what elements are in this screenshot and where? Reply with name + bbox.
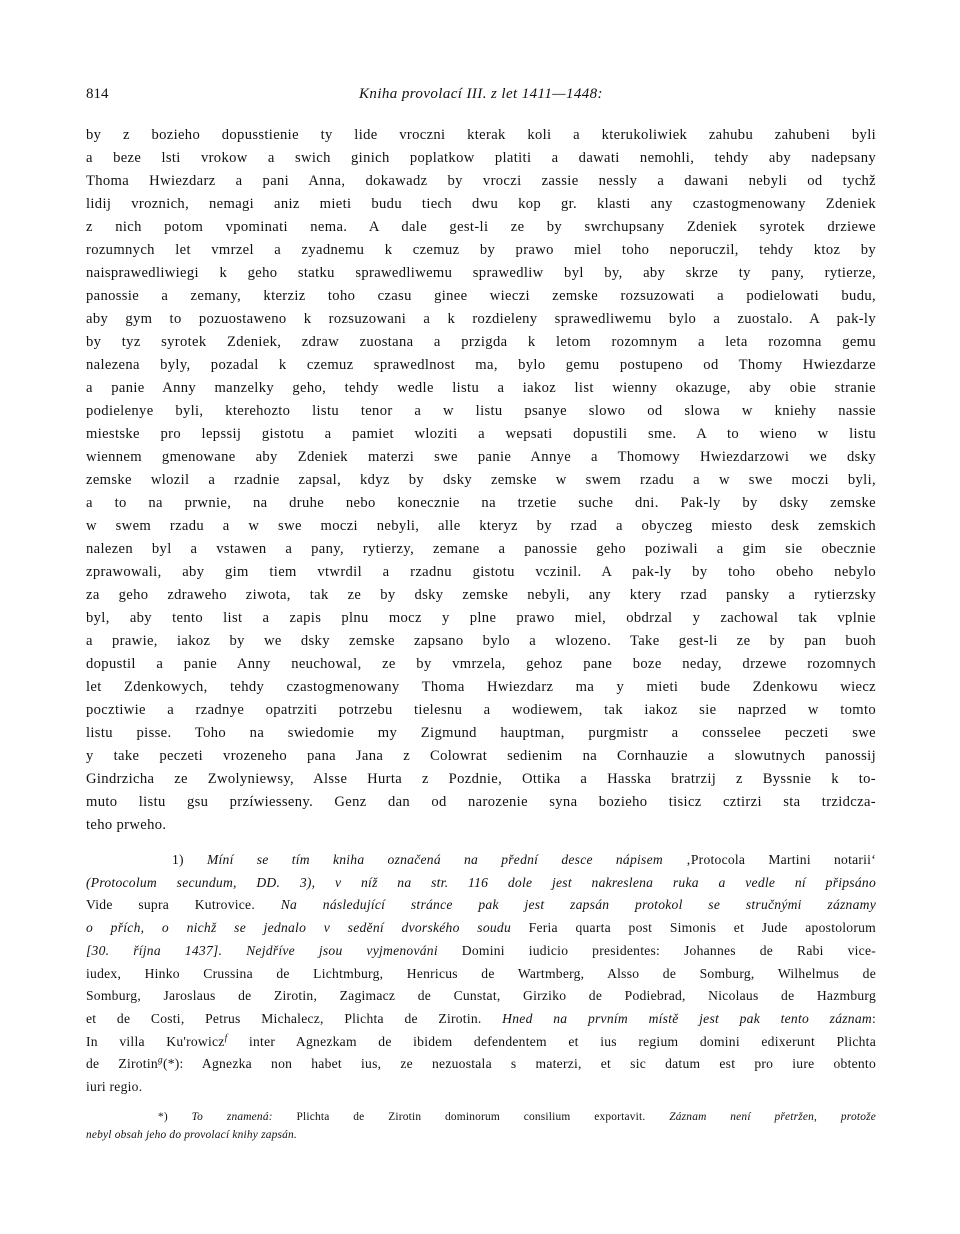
text-line: wiennem gmenowane aby Zdeniek materzi swe panie Annye a Thomowy Hwiezdarzowi we dsky (86, 449, 876, 465)
footnote-segment: Hned na prvním místě jest pak tento záznam (502, 1010, 872, 1026)
text-line: by tyz syrotek Zdeniek, zdraw zuostana a przigda k letom rozomnym a leta rozomna gemu (86, 334, 876, 350)
footnote-segment: inter Agnezkam de ibidem defendentem et ius regium domini edixerunt Plichta (227, 1033, 876, 1049)
footnote-line (86, 849, 876, 872)
text-line: y take peczeti vrozeneho pana Jana z Colowrat sedienim na Cornhauzie a slowutnych panossij (86, 748, 876, 764)
text-line: za geho zdraweho ziwota, tak ze by dsky zemske nebyli, any ktery rzad pansky a rytierzsky (86, 587, 876, 603)
text-line: aby gym to pozuostaweno k rozsuzowani a k rozdieleny sprawedliwemu bylo a zuostalo. A pak-ly (86, 311, 876, 327)
footnote-segment: To znamená: (191, 1110, 297, 1123)
text-line: Gindrzicha ze Zwolyniewsy, Alsse Hurta z Pozdnie, Ottika a Hasska bratrzij z Byssnie k to- (86, 771, 876, 787)
footnote-segment: iudex, Hinko Crussina de Lichtmburg, Henricus de Wartmberg, Alsso de Somburg, Wilhelmus de (86, 965, 876, 981)
footnote-segment: de Zirotin (86, 1056, 158, 1072)
footnote-line (86, 963, 876, 986)
text-line: lidij vroznich, nemagi aniz mieti budu tiech dwu kop gr. klasti any czastogmenowany Zdeniek (86, 196, 876, 212)
footnote-line (86, 985, 876, 1008)
footnote-segment: [30. října 1437]. (86, 942, 247, 958)
footnote-segment: ‚Protocola Martini notarii‘ (686, 852, 876, 867)
footnote-segment: In villa Ku'rowicz (86, 1033, 225, 1049)
text-line: by z bozieho dopusstienie ty lide vroczni kterak koli a kterukoliwiek zahubu zahubeni byli (86, 127, 876, 143)
footnote-line (86, 940, 876, 963)
footnote-segment: (*): Agnezka non habet ius, ze nezuostala s materzi, et sic datum est pro iure obtento (162, 1056, 876, 1072)
text-line: zemske wlozil a rzadnie zapsal, kdyz by dsky zemske w swem rzadu a w swe moczi byli, (86, 472, 876, 488)
text-line: rozumnych let vmrzel a zyadnemu k czemuz by prawo miel toho neporuczil, tehdy ktoz by (86, 242, 876, 258)
footnote-segment: Feria quarta post Simonis et Jude apostolorum (528, 920, 876, 936)
footnote-segment: iuri regio. (86, 1079, 143, 1095)
footnote-line (86, 894, 876, 917)
text-line: a panie Anny manzelky geho, tehdy wedle listu a iakoz list wienny okazuge, aby obie stranie (86, 380, 876, 396)
footnote-segment: f (224, 1033, 228, 1044)
page-number: 814 (86, 86, 109, 102)
main-text (86, 124, 876, 837)
footnote-segment: nebyl obsah jeho do provolací knihy zapsán. (86, 1128, 297, 1141)
footnote-segment: Záznam není přetržen, protože (669, 1110, 876, 1123)
text-line: naisprawedliwiegi k geho statku sprawedliwemu sprawedliw byl by, aby skrze ty pany, rytierze, (86, 265, 876, 281)
footnote-segment: Domini iudicio presidentes: Johannes de Rabi vice- (461, 942, 876, 958)
text-line: let Zdenkowych, tehdy czastogmenowany Thoma Hwiezdarz ma y mieti bude Zdenkowu wiecz (86, 679, 876, 695)
footnote-2 (86, 1108, 876, 1144)
text-line: pocztiwie a rzadnye opatrziti potrzebu tielesnu a wodiewem, tak iakoz sie naprzed w tomto (86, 702, 876, 718)
footnote-segment: Na následující stránce pak jest zapsán protokol se stručnými záznamy (280, 897, 876, 913)
footnote-segment: (Protocolum secundum, DD. 3), v níž na str. 116 dole jest nakreslena ruka a vedle ní připsáno (86, 874, 876, 890)
document-page (86, 74, 876, 1194)
text-line: z nich potom vpominati nema. A dale gest-li ze by swrchupsany Zdeniek syrotek drziewe (86, 219, 876, 235)
text-line: a beze lsti vrokow a swich ginich poplatkow platiti a dawati nemohli, tehdy aby nadepsany (86, 150, 876, 166)
footnote-line (86, 917, 876, 940)
footnote-segment: g (157, 1055, 163, 1066)
footnote-segment: Míní se tím kniha označená na přední desce nápisem (206, 852, 687, 867)
text-line: a to na prwnie, na druhe nebo konecznie na trzetie suche dni. Pak-ly by dsky zemske (86, 495, 876, 511)
footnote-segment: Plichta de Zirotin dominorum consilium exportavit. (296, 1110, 670, 1123)
footnote-segment: et de Costi, Petrus Michalecz, Plichta de Zirotin. (86, 1010, 503, 1026)
text-line: listu pisse. Toho na swiedomie my Zigmund hauptman, purgmistr a consselee peczeti swe (86, 725, 876, 741)
footnote-segment: : (871, 1010, 876, 1026)
footnote-segment: Vide supra Kutrovice. (86, 897, 281, 913)
footnote-line (86, 872, 876, 895)
text-line: teho prweho. (86, 817, 167, 833)
page-header (86, 74, 876, 104)
footnote-line (86, 1076, 876, 1099)
text-line: miestske pro lepssij gistotu a pamiet wloziti a wepsati dopustili sme. A to wieno w listu (86, 426, 876, 442)
text-line: byl, aby tento list a zapis plnu mocz y plne prawo miel, obdrzal y zachowal tak vplnie (86, 610, 876, 626)
footnote-line (86, 1126, 876, 1144)
text-line: zprawowali, aby gim tiem vtwrdil a rzadnu gistotu vczinil. A pak-ly by toho obeho nebylo (86, 564, 876, 580)
text-line: panossie a zemany, kterziz toho czasu ginee wieczi zemske rozsuzowati a podielowati budu, (86, 288, 876, 304)
text-line: a prawie, iakoz by we dsky zemske zapsano bylo a wlozeno. Take gest-li ze by pan buoh (86, 633, 876, 649)
footnote-1 (86, 849, 876, 1099)
text-line: w swem rzadu a w swe moczi nebyli, alle kteryz by rzad a obyczeg miesto desk zemskich (86, 518, 876, 534)
running-title: Kniha provolací III. z let 1411—1448: (359, 86, 603, 102)
text-line: nalezen byl a vstawen a pany, rytierzy, zemane a panossie geho poziwali a gim sie obecznie (86, 541, 876, 557)
footnote-segment: o přích, o nichž se jednalo v sedění dvorského soudu (86, 920, 529, 936)
text-line: Thoma Hwiezdarz a pani Anna, dokawadz by vroczi zassie nessly a dawani nebyli od tychž (86, 173, 876, 189)
footnote-segment: Somburg, Jaroslaus de Zirotin, Zagimacz de Cunstat, Girziko de Podiebrad, Nicolaus de Hazmburg (86, 988, 876, 1004)
footnote-segment: 1) (172, 852, 207, 867)
text-line: podielenye byli, kterehozto listu tenor a w listu psanye slowo od slowa w kniehy nassie (86, 403, 876, 419)
footnote-segment: *) (158, 1110, 192, 1123)
footnote-line (86, 1031, 876, 1054)
footnote-line (86, 1008, 876, 1031)
footnote-segment: Nejdříve jsou vyjmenováni (246, 942, 462, 958)
footnote-line (86, 1053, 876, 1076)
footnote-line (86, 1108, 876, 1126)
text-line: nalezena byly, pozadal k czemuz sprawedlnost ma, bylo gemu postupeno od Thomy Hwiezdarze (86, 357, 876, 373)
text-line: dopustil a panie Anny neuchowal, ze by vmrzela, gehoz pane boze neday, drzewe rozomnych (86, 656, 876, 672)
text-line: muto listu gsu przíwiesseny. Genz dan od narozenie syna bozieho tisicz cztirzi sta trzidcza- (86, 794, 876, 810)
